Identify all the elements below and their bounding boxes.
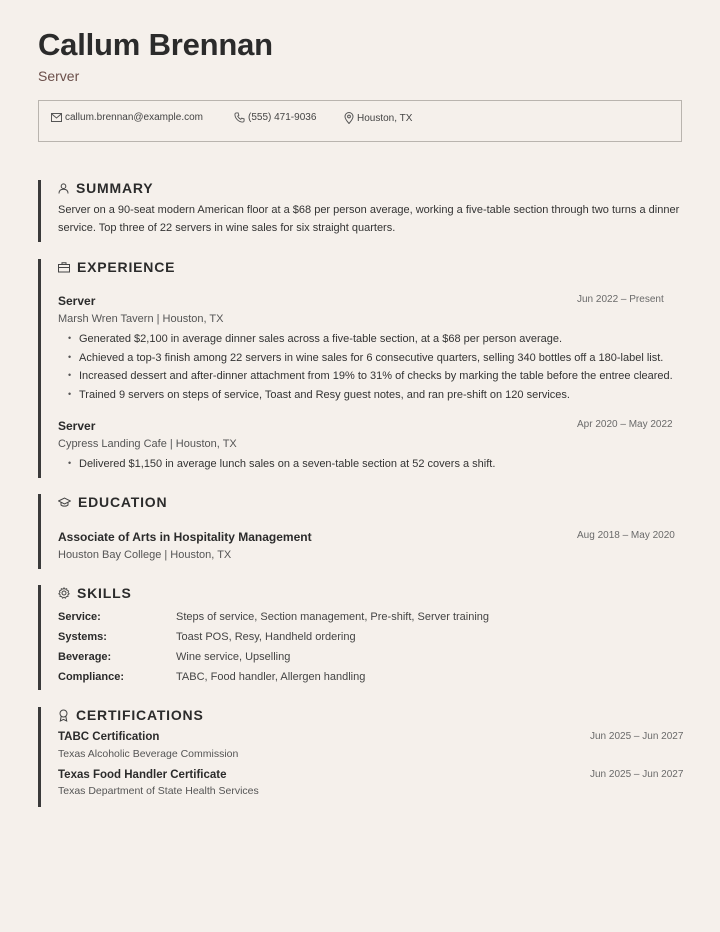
candidate-role: Server [38,68,80,84]
job-1-bullet-2: • Achieved a top-3 finish among 22 servers in wine sales for 6 consecutive quarters, selling 340 bottles off a 180-label list. [79,352,663,364]
education-degree: Associate of Arts in Hospitality Management [58,530,312,544]
location-text: Houston, TX [357,112,413,124]
cert-1-dates: Jun 2025 – Jun 2027 [590,731,684,742]
award-icon [58,709,69,722]
cert-1-name: TABC Certification [58,731,160,743]
job-2-title: Server [58,419,96,433]
job-2-bullet-1: • Delivered $1,150 in average lunch sales on a seven-table section at 52 covers a shift. [79,458,495,470]
skill-label-beverage: Beverage: [58,651,112,663]
experience-title: EXPERIENCE [77,259,176,275]
skill-label-compliance: Compliance: [58,671,125,683]
summary-line-2: service. Top three of 22 servers in wine sales for six straight quarters. [58,222,396,234]
candidate-name: Callum Brennan [38,27,273,62]
job-2-org: Cypress Landing Cafe | Houston, TX [58,438,237,450]
certifications-title: CERTIFICATIONS [76,707,204,723]
job-1-bullet-4: • Trained 9 servers on steps of service, Toast and Resy guest notes, and ran pre-shift on 120 services. [79,389,570,401]
graduation-cap-icon [58,497,71,508]
phone-text: (555) 471-9036 [248,112,317,123]
education-dates: Aug 2018 – May 2020 [577,530,675,541]
cert-1-org: Texas Alcoholic Beverage Commission [58,748,239,760]
person-icon [58,183,69,194]
contact-phone[interactable] [234,112,316,123]
cert-2-org: Texas Department of State Health Services [58,785,259,797]
contact-location [344,112,412,124]
phone-icon [234,112,245,123]
skill-label-service: Service: [58,611,101,623]
skills-heading [58,585,132,601]
briefcase-icon [58,262,70,273]
skill-value-compliance: TABC, Food handler, Allergen handling [176,671,366,683]
experience-section [38,259,688,478]
email-text: callum.brennan@example.com [65,112,203,123]
job-1-title: Server [58,294,96,308]
job-2-dates: Apr 2020 – May 2022 [577,419,673,430]
skill-value-service: Steps of service, Section management, Pre-shift, Server training [176,611,490,623]
certifications-heading [58,707,204,723]
education-section [38,494,688,569]
job-1-org: Marsh Wren Tavern | Houston, TX [58,313,224,325]
location-pin-icon [344,112,354,124]
skills-section [38,585,688,690]
certifications-section [38,707,688,807]
summary-line-1: Server on a 90-seat modern American floor at a $68 per person average, working a five-table section through two turns a dinner [58,204,680,216]
contact-bar [38,100,682,142]
mail-icon [51,113,62,122]
skill-label-systems: Systems: [58,631,107,643]
job-1-dates: Jun 2022 – Present [577,294,664,305]
skill-value-systems: Toast POS, Resy, Handheld ordering [176,631,356,643]
cert-2-name: Texas Food Handler Certificate [58,769,227,781]
summary-heading [58,180,153,196]
job-1-bullet-3: • Increased dessert and after-dinner attachment from 19% to 31% of checks by marking the table before the entree cleared. [79,370,673,382]
skill-value-beverage: Wine service, Upselling [176,651,291,663]
education-title: EDUCATION [78,494,168,510]
education-heading [58,494,167,510]
education-school: Houston Bay College | Houston, TX [58,549,232,561]
gear-icon [58,587,70,599]
cert-2-dates: Jun 2025 – Jun 2027 [590,769,684,780]
summary-section [38,180,688,242]
summary-title: SUMMARY [76,180,154,196]
contact-email[interactable] [51,112,203,123]
skills-title: SKILLS [77,585,132,601]
experience-heading [58,259,175,275]
job-1-bullet-1: • Generated $2,100 in average dinner sales across a five-table section, at a $68 per person average. [79,333,562,345]
